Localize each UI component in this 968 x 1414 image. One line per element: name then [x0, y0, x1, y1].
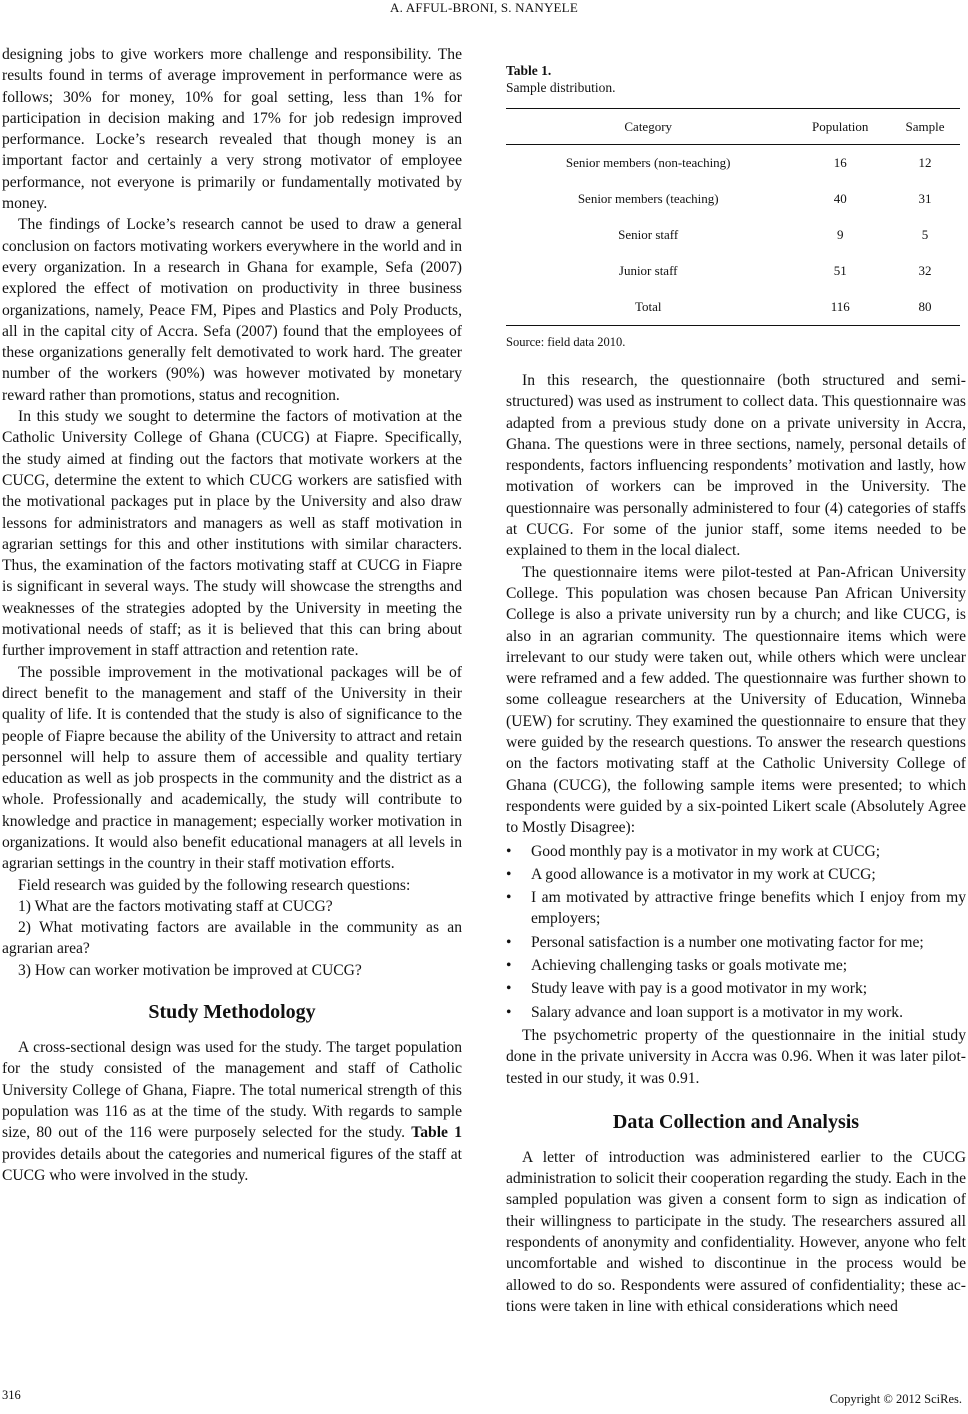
- sample-distribution-table: [506, 108, 960, 326]
- table-header-row: [506, 109, 960, 145]
- list-item-text: I am motivated by attractive fringe benefits which I enjoy from my employers;: [531, 889, 966, 928]
- body-paragraph: Field research was guided by the following research questions:: [18, 876, 411, 894]
- list-item-text: A good allowance is a motivator in my work at CUCG;: [531, 865, 876, 883]
- table-cell: Total: [506, 289, 790, 326]
- left-column: [2, 44, 462, 1186]
- list-item-text: Good monthly pay is a motivator in my work at CUCG;: [531, 842, 881, 860]
- list-item: [506, 887, 966, 930]
- table-cell: 51: [833, 263, 847, 278]
- column-header: Population: [790, 109, 890, 145]
- table-row: [506, 253, 960, 289]
- table-row: [506, 145, 960, 182]
- method-text: provides details about the categories and numerical figures of the staff at CUCG who were involved in the study.: [2, 1145, 462, 1184]
- table-reference: Table 1: [411, 1124, 463, 1142]
- bullet-icon: •: [506, 980, 512, 998]
- table-cell: 32: [918, 263, 932, 278]
- likert-items-list: [506, 841, 966, 1023]
- table-source: Source: field data 2010.: [506, 335, 626, 349]
- list-item-text: Salary advance and loan support is a motivator in my work.: [531, 1003, 903, 1021]
- table-row: [506, 217, 960, 253]
- body-paragraph: A letter of introduction was administered earlier to the CUCG administration to solicit their cooperation regarding the study. Each in the sampled population was given a consent form to sign as indication of their willingness to participate in the study. The researchers assured all respondents of anonymity and confidentiality. However, anyone who felt uncomfortable and wished to discontinue in the process would be allowed to do so. Respondents were assured of confidentiality; these actions were taken in line with ethical considerations which need: [506, 1148, 966, 1315]
- table-row: [506, 181, 960, 217]
- table-cell: 80: [890, 289, 960, 326]
- table-cell: 116: [790, 289, 890, 326]
- table-cell: 5: [921, 227, 929, 242]
- list-item: [506, 932, 966, 953]
- running-head: A. AFFUL-BRONI, S. NANYELE: [390, 0, 578, 15]
- body-paragraph: designing jobs to give workers more challenge and responsibility. The results found in terms of average improvement in performance were as follows; 30% for money, 10% for goal setting, less than 1% for participation in decision making and 17% for job redesign improved performance. Locke’s research revealed that though money is an important factor and certainly a very strong motivator of employee performance, not everyone is primarily or fundamentally motivated by money.: [2, 46, 462, 213]
- table-total-row: [506, 289, 960, 326]
- body-paragraph: The psychometric property of the questionnaire in the initial study done in the private university in Accra was 0.96. When it was later pilot-tested in our study, it was 0.91.: [506, 1026, 966, 1087]
- table-title: Table 1.: [506, 63, 552, 78]
- table-cell: Senior staff: [618, 227, 679, 242]
- method-text: A cross-sectional design was used for the study. The target population for the study consisted of the management and staff of Catholic University College of Ghana, Fiapre. The total numerical strength of this population was 116 as at the time of the study. With regards to sample size, 80 out of the 116 were purposely selected for the study.: [2, 1039, 462, 1142]
- list-item-text: Achieving challenging tasks or goals motivate me;: [531, 957, 848, 975]
- table-cell: 16: [833, 155, 847, 170]
- body-paragraph: In this study we sought to determine the factors of motivation at the Catholic University College of Ghana (CUCG) at Fiapre. Specifically, the study aimed at finding out the factors that motivate workers at the CUCG, determine the extent to which CUCG workers are satisfied with the motivational packages put in place by the University and also draw lessons for administrators and managers as well as staff motivation in agrarian settings for this and other institutions with similar characters. Thus, the examination of the factors motivating staff at CUCG in Fiapre is significant in several ways. The study will showcase the strengths and weaknesses of the strategies adopted by the University in meeting the motivational needs of staff; as it is believed that this can bring about further improvement in staff attraction and retention rate.: [2, 408, 462, 660]
- list-item: [506, 978, 966, 999]
- bullet-icon: •: [506, 842, 512, 860]
- bullet-icon: •: [506, 865, 512, 883]
- list-item: [506, 841, 966, 862]
- column-header: Category: [506, 109, 790, 145]
- research-question: 1) What are the factors motivating staff at CUCG?: [18, 897, 333, 915]
- section-heading-methodology: Study Methodology: [148, 1001, 316, 1024]
- bullet-icon: •: [506, 1003, 512, 1021]
- body-paragraph: The possible improvement in the motivational packages will be of direct benefit to the management and staff of the University in their quality of life. It is contended that the study is also of significance to the people of Fiapre because the ability of the University to attract and retain personnel will help to assure them of accessible and quality tertiary education as well as job prospects in the community and the district as a whole. Professionally and academically, the study will contribute to knowledge and practice in management; especially worker motivation in organizations. It would also benefit educational managers at all levels in agrarian settings in the country in their staff motivation efforts.: [2, 663, 462, 873]
- bullet-icon: •: [506, 933, 512, 951]
- list-item: [506, 1002, 966, 1023]
- copyright-notice: Copyright © 2012 SciRes.: [829, 1392, 962, 1406]
- table-cell: Senior members (teaching): [577, 191, 719, 206]
- bullet-icon: •: [506, 889, 512, 907]
- column-header: Sample: [890, 109, 960, 145]
- page-number: 316: [2, 1388, 21, 1402]
- bullet-icon: •: [506, 957, 512, 975]
- body-paragraph: The questionnaire items were pilot-tested at Pan-African University College. This population was chosen because Pan African University College is also a private university run by a church; and like CUCG, is also in an agrarian community. The questionnaire items which were irrelevant to our study were taken out, while others which were unclear were reframed and a few added. The questionnaire was further shown to some colleague researchers at the University of Education, Winneba (UEW) for scrutiny. They examined the questionnaire to ensure that they were guided by the research questions. To answer the research questions on the factors motivating staff at the Catholic University College of Ghana (CUCG), the following sample items were presented; to which respondents were guided by a six-pointed Likert scale (Absolutely Agree to Mostly Disagree):: [506, 563, 966, 837]
- research-question: 2) What motivating factors are available in the community as an agrarian area?: [2, 919, 462, 958]
- table-cell: 12: [918, 155, 932, 170]
- body-paragraph: The findings of Locke’s research cannot be used to draw a general conclusion on factors motivating workers everywhere in the world and in every organization. In a research in Ghana for example, Sefa (2007) explored the effect of motivation on productivity in three business organizations, namely, Peace FM, Pipes and Plastics and Poly Products, all in the capital city of Accra. Sefa (2007) found that the employees of these organizations generally felt demotivated to work hard. The greater number of the workers (90%) was however motivated by monetary reward rather than promotions, status and recognition.: [2, 216, 462, 404]
- list-item-text: Personal satisfaction is a number one motivating factor for me;: [531, 933, 924, 951]
- table-cell: 40: [833, 191, 847, 206]
- table-cell: 31: [918, 191, 932, 206]
- list-item: [506, 864, 966, 885]
- list-item: [506, 955, 966, 976]
- body-paragraph: [2, 1037, 462, 1186]
- body-paragraph: In this research, the questionnaire (both structured and semi-structured) was used as instrument to collect data. This questionnaire was adapted from a previous study done on a private university in Accra, Ghana. The questions were in three sections, namely, personal details of respondents, factors influencing respondents’ motivation and lastly, how motivation of workers can be improved in the University. The questionnaire was personally administered to four (4) categories of staffs at CUCG. For some of the junior staff, some items needed to be explained to them in the local dialect.: [506, 372, 966, 560]
- list-item-text: Study leave with pay is a good motivator in my work;: [531, 980, 868, 998]
- right-column: [506, 52, 966, 1317]
- table-subtitle: Sample distribution.: [506, 80, 616, 95]
- research-question: 3) How can worker motivation be improved at CUCG?: [18, 961, 362, 979]
- table-cell: Junior staff: [618, 263, 678, 278]
- table-cell: 9: [836, 227, 844, 242]
- table-cell: Senior members (non-teaching): [565, 155, 731, 170]
- section-heading-data-collection: Data Collection and Analysis: [612, 1110, 860, 1133]
